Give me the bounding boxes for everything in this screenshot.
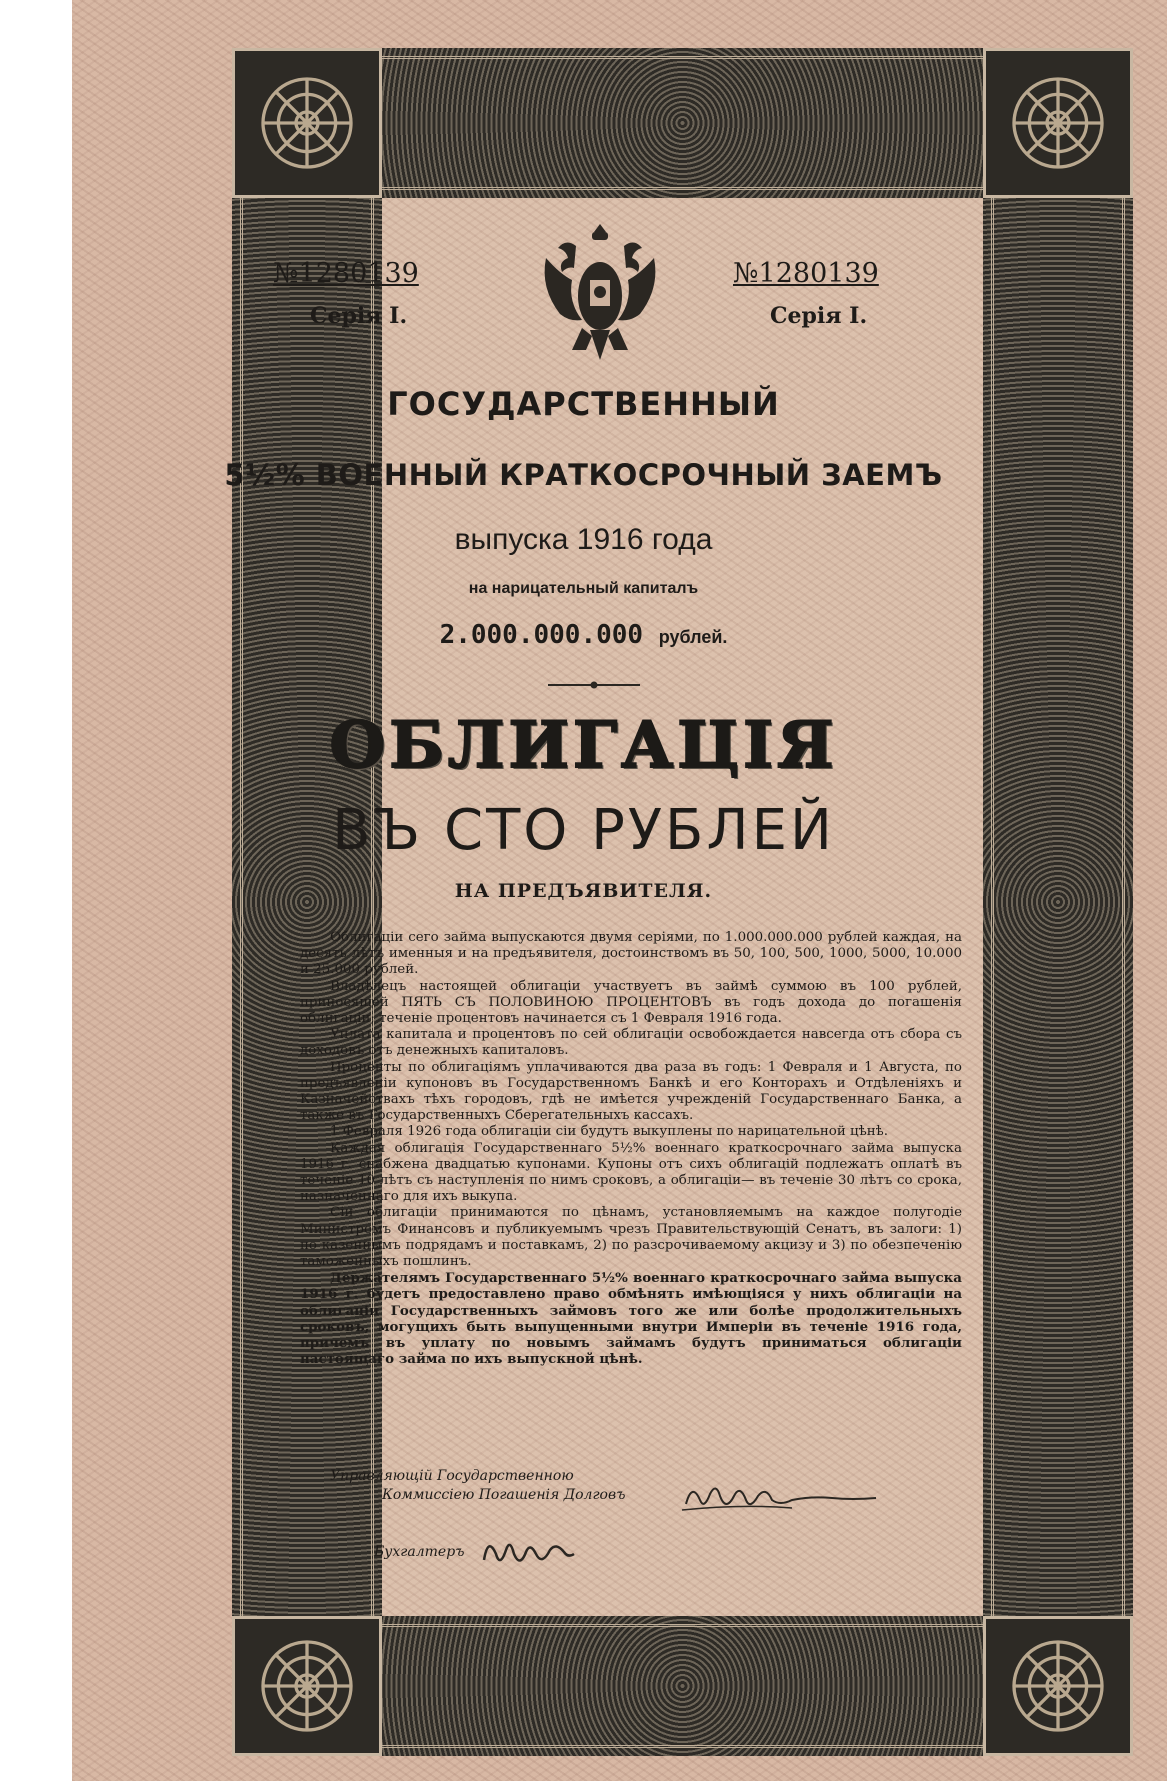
rosette-ornament-icon bbox=[232, 48, 382, 198]
term-paragraph: Владѣлецъ настоящей облигаціи участвуетъ въ займѣ суммою въ 100 рублей, приносящей ПЯТЬ СЪ ПОЛОВИНОЮ ПРОЦЕНТОВЪ въ годъ дохода до погашенія облигаціи; теченіе процентовъ начинается съ 1 Февраля 1916 года. bbox=[300, 978, 962, 1027]
term-paragraph: Облигаціи сего займа выпускаются двумя серіями, по 1.000.000.000 рублей каждая, на десять лѣтъ именныя и на предъявителя, достоинствомъ въ 50, 100, 500, 1000, 5000, 10.000 и 25.000 рублей. bbox=[300, 930, 962, 978]
term-paragraph: Держателямъ Государственнаго 5½% военнаго краткосрочнаго займа выпуска 1916 г. будетъ предоставлено право обмѣнять имѣющіяся у нихъ облигаціи на облигаціи Государственныхъ займовъ того же или болѣе продолжительныхъ сроковъ, могущихъ быть выпущенными внутри Имперіи въ теченіе 1916 года, причемъ въ уплату по новымъ займамъ будутъ приниматься облигаціи настоящаго займа по ихъ выпускной цѣнѣ. bbox=[300, 1270, 962, 1368]
series-label-right: Серія I. bbox=[770, 303, 868, 329]
term-paragraph: Проценты по облигаціямъ уплачиваются два раза въ годъ: 1 Февраля и 1 Августа, по предъявленіи купоновъ въ Государственномъ Банкѣ и его Конторахъ и Отдѣленіяхъ и Казначействахъ тѣхъ городовъ, гдѣ не имѣется учрежденій Государственнаго Банка, а также въ Государственныхъ Сберегательныхъ кассахъ. bbox=[300, 1059, 962, 1124]
capital-amount: 2.000.000.000 bbox=[439, 620, 644, 650]
heading-loan-name: 5½% ВОЕННЫЙ КРАТКОСРОЧНЫЙ ЗАЕМЪ bbox=[224, 458, 943, 492]
term-paragraph: 1 Февраля 1926 года облигаціи сіи будутъ выкуплены по нарицательной цѣнѣ. bbox=[330, 1124, 888, 1140]
frame-right-band bbox=[983, 48, 1133, 1756]
serial-number-right: №1280139 bbox=[733, 258, 879, 289]
rosette-ornament-icon bbox=[983, 1616, 1133, 1756]
series-label-left: Серія I. bbox=[310, 303, 408, 329]
accountant-signature bbox=[480, 1530, 580, 1570]
capital-unit: рублей. bbox=[658, 627, 728, 647]
term-paragraph: Каждая облигація Государственнаго 5½% военнаго краткосрочнаго займа выпуска 1916 г. снабжена двадцатью купонами. Купоны отъ сихъ облигацій подлежатъ оплатѣ въ теченіе 10 лѣтъ съ наступленія по нимъ сроковъ, а облигаціи— въ теченіе 30 лѣтъ со срока, назначеннаго для ихъ выкупа. bbox=[300, 1140, 962, 1205]
manager-title-line1: Управляющій Государственною bbox=[330, 1468, 574, 1484]
capital-amount-line bbox=[0, 620, 1167, 650]
ornament-divider bbox=[548, 681, 640, 689]
rosette-ornament-icon bbox=[983, 48, 1133, 198]
term-paragraph: Сіи облигаціи принимаются по цѣнамъ, установляемымъ на каждое полугодіе Министромъ Финансовъ и публикуемымъ чрезъ Правительствующій Сенатъ, въ залоги: 1) по казеннымъ подрядамъ и поставкамъ, 2) по разсрочиваемому акцизу и 3) по обезпеченію таможенныхъ пошлинъ. bbox=[300, 1205, 962, 1270]
heading-issue-year: выпуска 1916 года bbox=[454, 523, 713, 556]
bond-title: ОБЛИГАЦІЯ bbox=[329, 708, 838, 783]
serial-number-left: №1280139 bbox=[273, 258, 419, 289]
bond-bearer: НА ПРЕДЪЯВИТЕЛЯ. bbox=[454, 880, 713, 902]
double-headed-eagle-icon bbox=[536, 218, 664, 370]
rosette-ornament-icon bbox=[232, 1616, 382, 1756]
manager-title-line2: Коммиссіею Погашенія Долговъ bbox=[382, 1487, 626, 1503]
bond-denomination: ВЪ СТО РУБЛЕЙ bbox=[332, 798, 835, 863]
heading-state: ГОСУДАРСТВЕННЫЙ bbox=[387, 385, 780, 423]
term-paragraph: Уплата капитала и процентовъ по сей облигаціи освобождается навсегда отъ сбора съ доходовъ отъ денежныхъ капиталовъ. bbox=[300, 1027, 962, 1059]
manager-signature bbox=[680, 1476, 890, 1516]
accountant-label: Бухгалтеръ bbox=[374, 1544, 465, 1560]
bond-terms bbox=[300, 930, 962, 1367]
heading-nominal-capital: на нарицательный капиталъ bbox=[468, 580, 699, 597]
